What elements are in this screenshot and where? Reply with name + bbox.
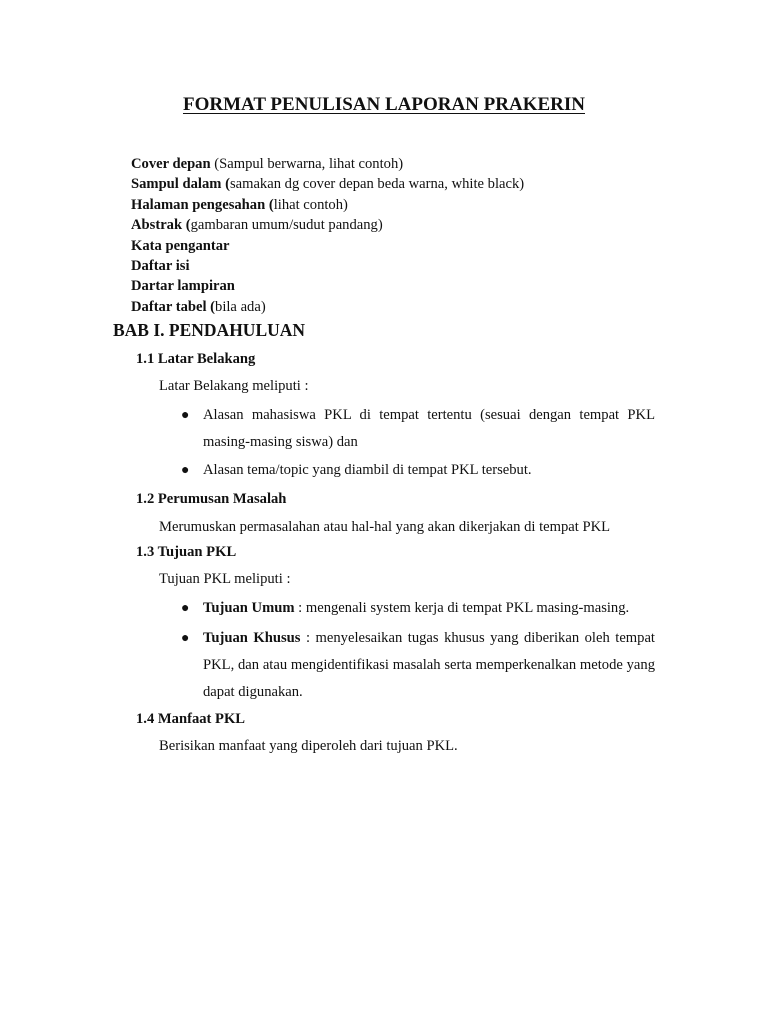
item-label: Daftar tabel ( xyxy=(131,298,216,315)
bullet-icon: ● xyxy=(181,631,190,646)
list-item-term: Tujuan Khusus xyxy=(203,630,301,646)
document-title: FORMAT PENULISAN LAPORAN PRAKERIN xyxy=(182,94,585,115)
section-heading: 1.2 Perumusan Masalah xyxy=(136,491,287,507)
item-note: gambaran umum/sudut pandang) xyxy=(190,217,383,234)
item-label: Halaman pengesahan ( xyxy=(131,196,274,213)
front-matter-item xyxy=(131,215,524,235)
item-label: Kata pengantar xyxy=(131,237,230,254)
list-item xyxy=(181,402,655,456)
item-note: bila ada) xyxy=(215,298,266,315)
item-note: (Sampul berwarna, lihat contoh) xyxy=(210,156,404,172)
front-matter-item xyxy=(131,256,524,276)
chapter-heading: BAB I. PENDAHULUAN xyxy=(113,320,306,340)
list-item xyxy=(181,595,655,622)
front-matter-item xyxy=(131,236,524,256)
list-item-text: Alasan mahasiswa PKL di tempat tertentu (sesuai dengan tempat PKL masing-masing siswa) dan xyxy=(203,407,655,450)
bullet-icon: ● xyxy=(181,408,190,423)
section-heading: 1.1 Latar Belakang xyxy=(136,351,256,367)
front-matter-item xyxy=(131,154,524,174)
list-item-text: : mengenali system kerja di tempat PKL masing-masing. xyxy=(294,600,630,616)
item-note: samakan dg cover depan beda warna, white black) xyxy=(229,176,525,193)
front-matter-item xyxy=(131,195,524,215)
list-item xyxy=(181,625,655,706)
front-matter-item xyxy=(131,297,524,317)
item-label: Abstrak ( xyxy=(131,217,191,234)
list-item-term: Tujuan Umum xyxy=(203,600,295,616)
item-label: Cover depan xyxy=(131,156,211,172)
bullet-icon: ● xyxy=(181,601,190,616)
section-heading: 1.4 Manfaat PKL xyxy=(136,711,246,727)
list-item xyxy=(181,457,655,484)
section-intro: Latar Belakang meliputi : xyxy=(159,378,309,394)
bullet-icon: ● xyxy=(181,463,190,478)
front-matter-list xyxy=(131,154,524,317)
item-label: Dartar lampiran xyxy=(131,278,235,295)
section-text: Berisikan manfaat yang diperoleh dari tujuan PKL. xyxy=(159,738,458,754)
section-text: Merumuskan permasalahan atau hal-hal yang akan dikerjakan di tempat PKL xyxy=(159,519,611,535)
front-matter-item xyxy=(131,276,524,296)
front-matter-item xyxy=(131,174,524,194)
list-item-text: : menyelesaikan tugas khusus yang diberikan oleh tempat PKL, dan atau mengidentifikasi masalah serta memperkenalkan metode yang dapat digunakan. xyxy=(203,630,655,700)
list-item-text: Alasan tema/topic yang diambil di tempat PKL tersebut. xyxy=(203,462,532,478)
item-note: lihat contoh) xyxy=(273,196,348,213)
item-label: Daftar isi xyxy=(131,258,190,275)
section-heading: 1.3 Tujuan PKL xyxy=(136,544,237,560)
section-intro: Tujuan PKL meliputi : xyxy=(159,571,291,587)
item-label: Sampul dalam ( xyxy=(131,176,230,193)
